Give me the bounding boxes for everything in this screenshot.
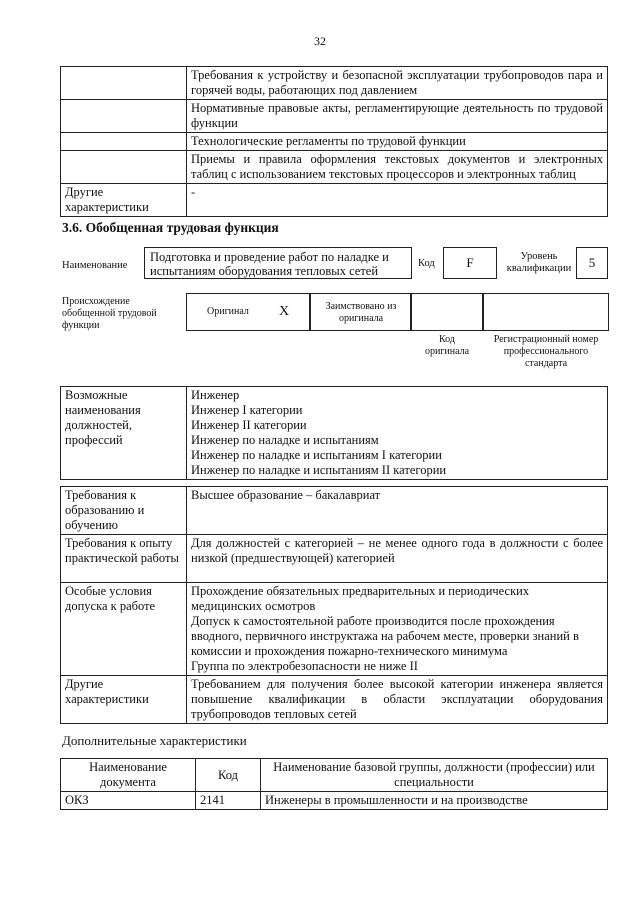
original-label: Оригинал	[207, 306, 249, 317]
table-row	[61, 676, 608, 724]
table-row	[61, 67, 608, 100]
level-value-box	[576, 247, 608, 279]
additional-table	[60, 758, 608, 810]
table-cell-left	[61, 100, 187, 133]
requirements-table	[60, 486, 608, 724]
table-row	[61, 133, 608, 151]
table-cell-right: Технологические регламенты по трудовой функции	[187, 133, 608, 151]
requirement-label: Требования к опыту практической работы	[61, 535, 187, 583]
additional-title: Дополнительные характеристики	[62, 733, 247, 748]
position-item: Инженер по наладке и испытаниям	[191, 433, 379, 447]
requirement-line: Для должностей с категорией – не менее одного года в должности с более низкой (предшествующей) категорией	[191, 536, 603, 565]
original-box	[186, 293, 310, 331]
table-row	[61, 487, 608, 535]
requirement-label: Требования к образованию и обучению	[61, 487, 187, 535]
requirement-value	[187, 583, 608, 676]
table-cell: 2141	[196, 792, 261, 810]
requirement-value	[187, 535, 608, 583]
table-cell-right: Нормативные правовые акты, регламентирующие деятельность по трудовой функции	[187, 100, 608, 133]
header-cell: Наименование базовой группы, должности (профессии) или специальности	[261, 759, 608, 792]
table-row	[61, 583, 608, 676]
table-cell-right: Требования к устройству и безопасной эксплуатации трубопроводов пара и горячей воды, работающих под давлением	[187, 67, 608, 100]
table-header-row	[61, 759, 608, 792]
positions-list	[187, 387, 608, 480]
name-value: Подготовка и проведение работ по наладке и испытаниям оборудования тепловых сетей	[150, 250, 389, 278]
table-cell-left: Другие характеристики	[61, 184, 187, 217]
position-item: Инженер	[191, 388, 240, 402]
position-item: Инженер I категории	[191, 403, 303, 417]
code-label: Код	[418, 258, 435, 269]
table-row	[61, 184, 608, 217]
table-row	[61, 387, 608, 480]
name-value-box	[144, 247, 412, 279]
level-label: Уровень квалификации	[506, 251, 572, 274]
origin-label: Происхождение обобщенной трудовой функции	[62, 296, 157, 331]
reg-number-caption: Регистрационный номер профессионального стандарта	[493, 334, 599, 369]
position-item: Инженер по наладке и испытаниям I категории	[191, 448, 442, 462]
knowledge-table	[60, 66, 608, 217]
table-row	[61, 151, 608, 184]
table-cell-left	[61, 151, 187, 184]
requirement-line: Группа по электробезопасности не ниже II	[191, 659, 418, 673]
table-row	[61, 792, 608, 810]
section-title: 3.6. Обобщенная трудовая функция	[62, 220, 279, 235]
table-cell: ОКЗ	[61, 792, 196, 810]
positions-label: Возможные наименования должностей, профессий	[61, 387, 187, 480]
requirement-value	[187, 676, 608, 724]
requirement-label: Особые условия допуска к работе	[61, 583, 187, 676]
positions-table	[60, 386, 608, 480]
borrowed-label: Заимствовано из оригинала	[325, 301, 397, 324]
level-value: 5	[588, 255, 596, 270]
table-cell-left	[61, 67, 187, 100]
table-cell-right: Приемы и правила оформления текстовых документов и электронных таблиц с использованием текстовых процессоров и электронных таблиц	[187, 151, 608, 184]
header-cell: Код	[196, 759, 261, 792]
page-number: 32	[314, 34, 326, 48]
requirement-line: Допуск к самостоятельной работе производится после прохождения вводного, первичного инструктажа на рабочем месте, проверки знаний в комиссии и прохождения пожарно-технического минимума	[191, 614, 579, 658]
position-item: Инженер по наладке и испытаниям II категории	[191, 463, 447, 477]
requirement-value	[187, 487, 608, 535]
original-mark: X	[279, 304, 290, 319]
table-cell: Инженеры в промышленности и на производстве	[261, 792, 608, 810]
code-original-caption: Код оригинала	[424, 334, 470, 357]
table-cell-left	[61, 133, 187, 151]
code-value: F	[466, 255, 474, 270]
table-cell-right: -	[187, 184, 608, 217]
code-value-box	[443, 247, 497, 279]
position-item: Инженер II категории	[191, 418, 307, 432]
requirement-line: Прохождение обязательных предварительных и периодических медицинских осмотров	[191, 584, 530, 613]
borrowed-box	[310, 293, 411, 331]
code-original-box	[411, 293, 483, 331]
header-cell: Наименование документа	[61, 759, 196, 792]
name-label: Наименование	[62, 260, 128, 271]
table-row	[61, 100, 608, 133]
requirement-line: Требованием для получения более высокой категории инженера является повышение квалификации в области эксплуатации оборудования трубопроводов тепловых сетей	[191, 677, 603, 721]
requirement-line: Высшее образование – бакалавриат	[191, 488, 381, 502]
requirement-label: Другие характеристики	[61, 676, 187, 724]
table-row	[61, 535, 608, 583]
reg-number-box	[483, 293, 609, 331]
